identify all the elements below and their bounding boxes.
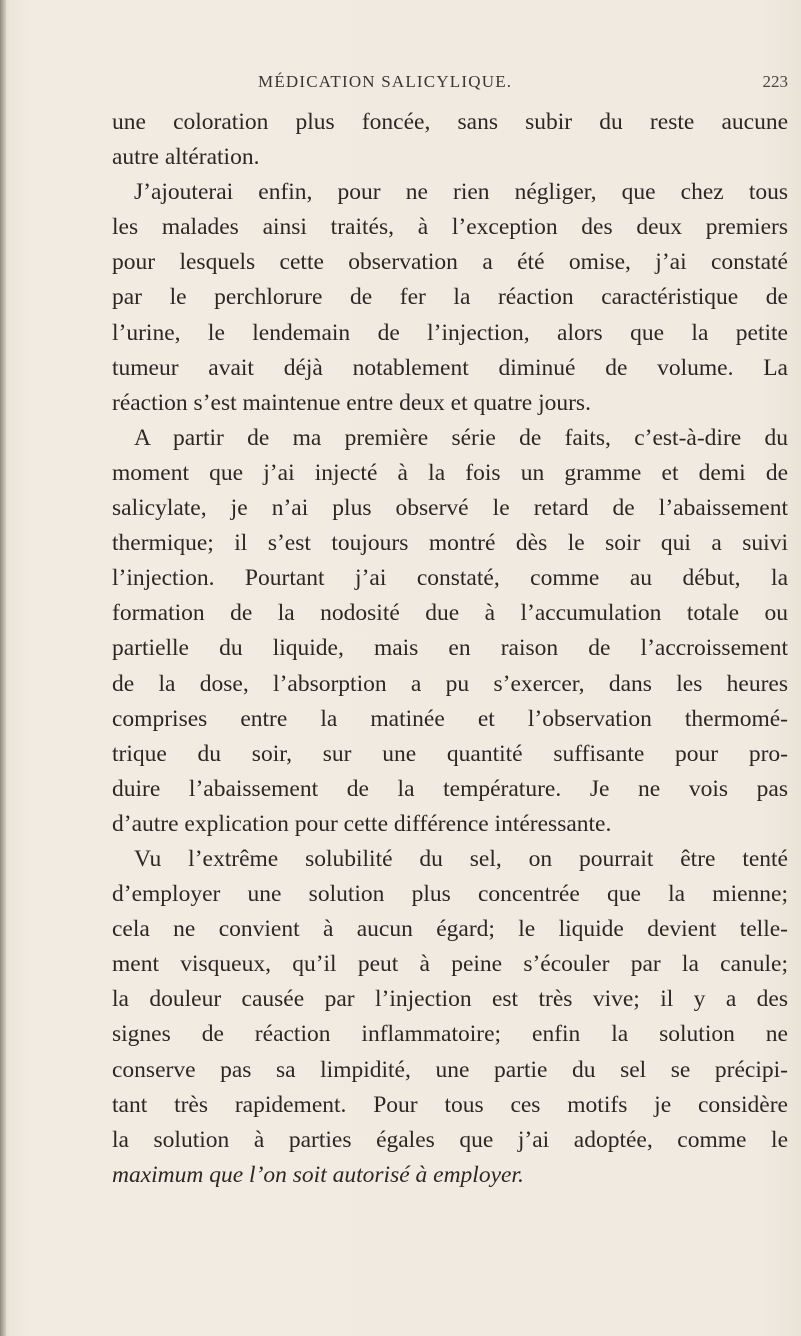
page-number: 223 [762,72,788,91]
text-line: la solution à parties égales que j’ai adoptée, comme le [112,1126,788,1153]
text-line: l’urine, le lendemain de l’injection, alors que la petite [112,319,788,346]
text-line: d’employer une solution plus concentrée que la mienne; [112,881,788,908]
text-line: partielle du liquide, mais en raison de l’accroissement [112,635,788,662]
text-line: comprises entre la matinée et l’observation thermomé- [112,705,788,732]
text-line: pour lesquels cette observation a été omise, j’ai constaté [112,249,788,276]
text-line: une coloration plus foncée, sans subir du reste aucune [112,109,788,135]
text-line: la douleur causée par l’injection est très vive; il y a des [112,986,788,1013]
text-line: formation de la nodosité due à l’accumulation totale ou [112,600,788,627]
text-line: moment que j’ai injecté à la fois un gramme et demi de [112,459,788,486]
text-line: thermique; il s’est toujours montré dès le soir qui a suivi [112,530,788,557]
text-line: les malades ainsi traités, à l’exception des deux premiers [112,214,788,241]
text-line: tumeur avait déjà notablement diminué de volume. La [112,354,788,381]
text-line: ment visqueux, qu’il peut à peine s’écouler par la canule; [112,951,788,978]
text-line: réaction s’est maintenue entre deux et quatre jours. [112,389,591,416]
text-line: par le perchlorure de fer la réaction caractéristique de [112,284,788,311]
text-line: signes de réaction inflammatoire; enfin la solution ne [112,1021,788,1048]
paragraph-first-line: J’ajouterai enfin, pour ne rien négliger, que chez tous [134,179,788,206]
text-line: tant très rapidement. Pour tous ces motifs je considère [112,1091,788,1118]
text-line: autre altération. [112,144,260,171]
text-line: d’autre explication pour cette différence intéressante. [112,810,612,837]
running-head [112,72,788,102]
text-line-italic: maximum que l’on soit autorisé à employer. [112,1161,524,1188]
text-line: conserve pas sa limpidité, une partie du sel se précipi- [112,1056,788,1083]
text-line: trique du soir, sur une quantité suffisante pour pro- [112,740,788,767]
text-line: cela ne convient à aucun égard; le liquide devient telle- [112,916,788,943]
text-line: duire l’abaissement de la température. Je ne vois pas [112,775,788,802]
text-line: de la dose, l’absorption a pu s’exercer, dans les heures [112,670,788,697]
running-title: MÉDICATION SALICYLIQUE. [258,72,513,91]
binding-gutter [0,0,6,1336]
text-line: l’injection. Pourtant j’ai constaté, comme au début, la [112,565,788,592]
text-line: salicylate, je n’ai plus observé le retard de l’abaissement [112,495,788,522]
paragraph-first-line: A partir de ma première série de faits, c’est-à-dire du [134,424,788,451]
paragraph-first-line: Vu l’extrême solubilité du sel, on pourrait être tenté [134,845,788,872]
body-text [112,105,788,1193]
